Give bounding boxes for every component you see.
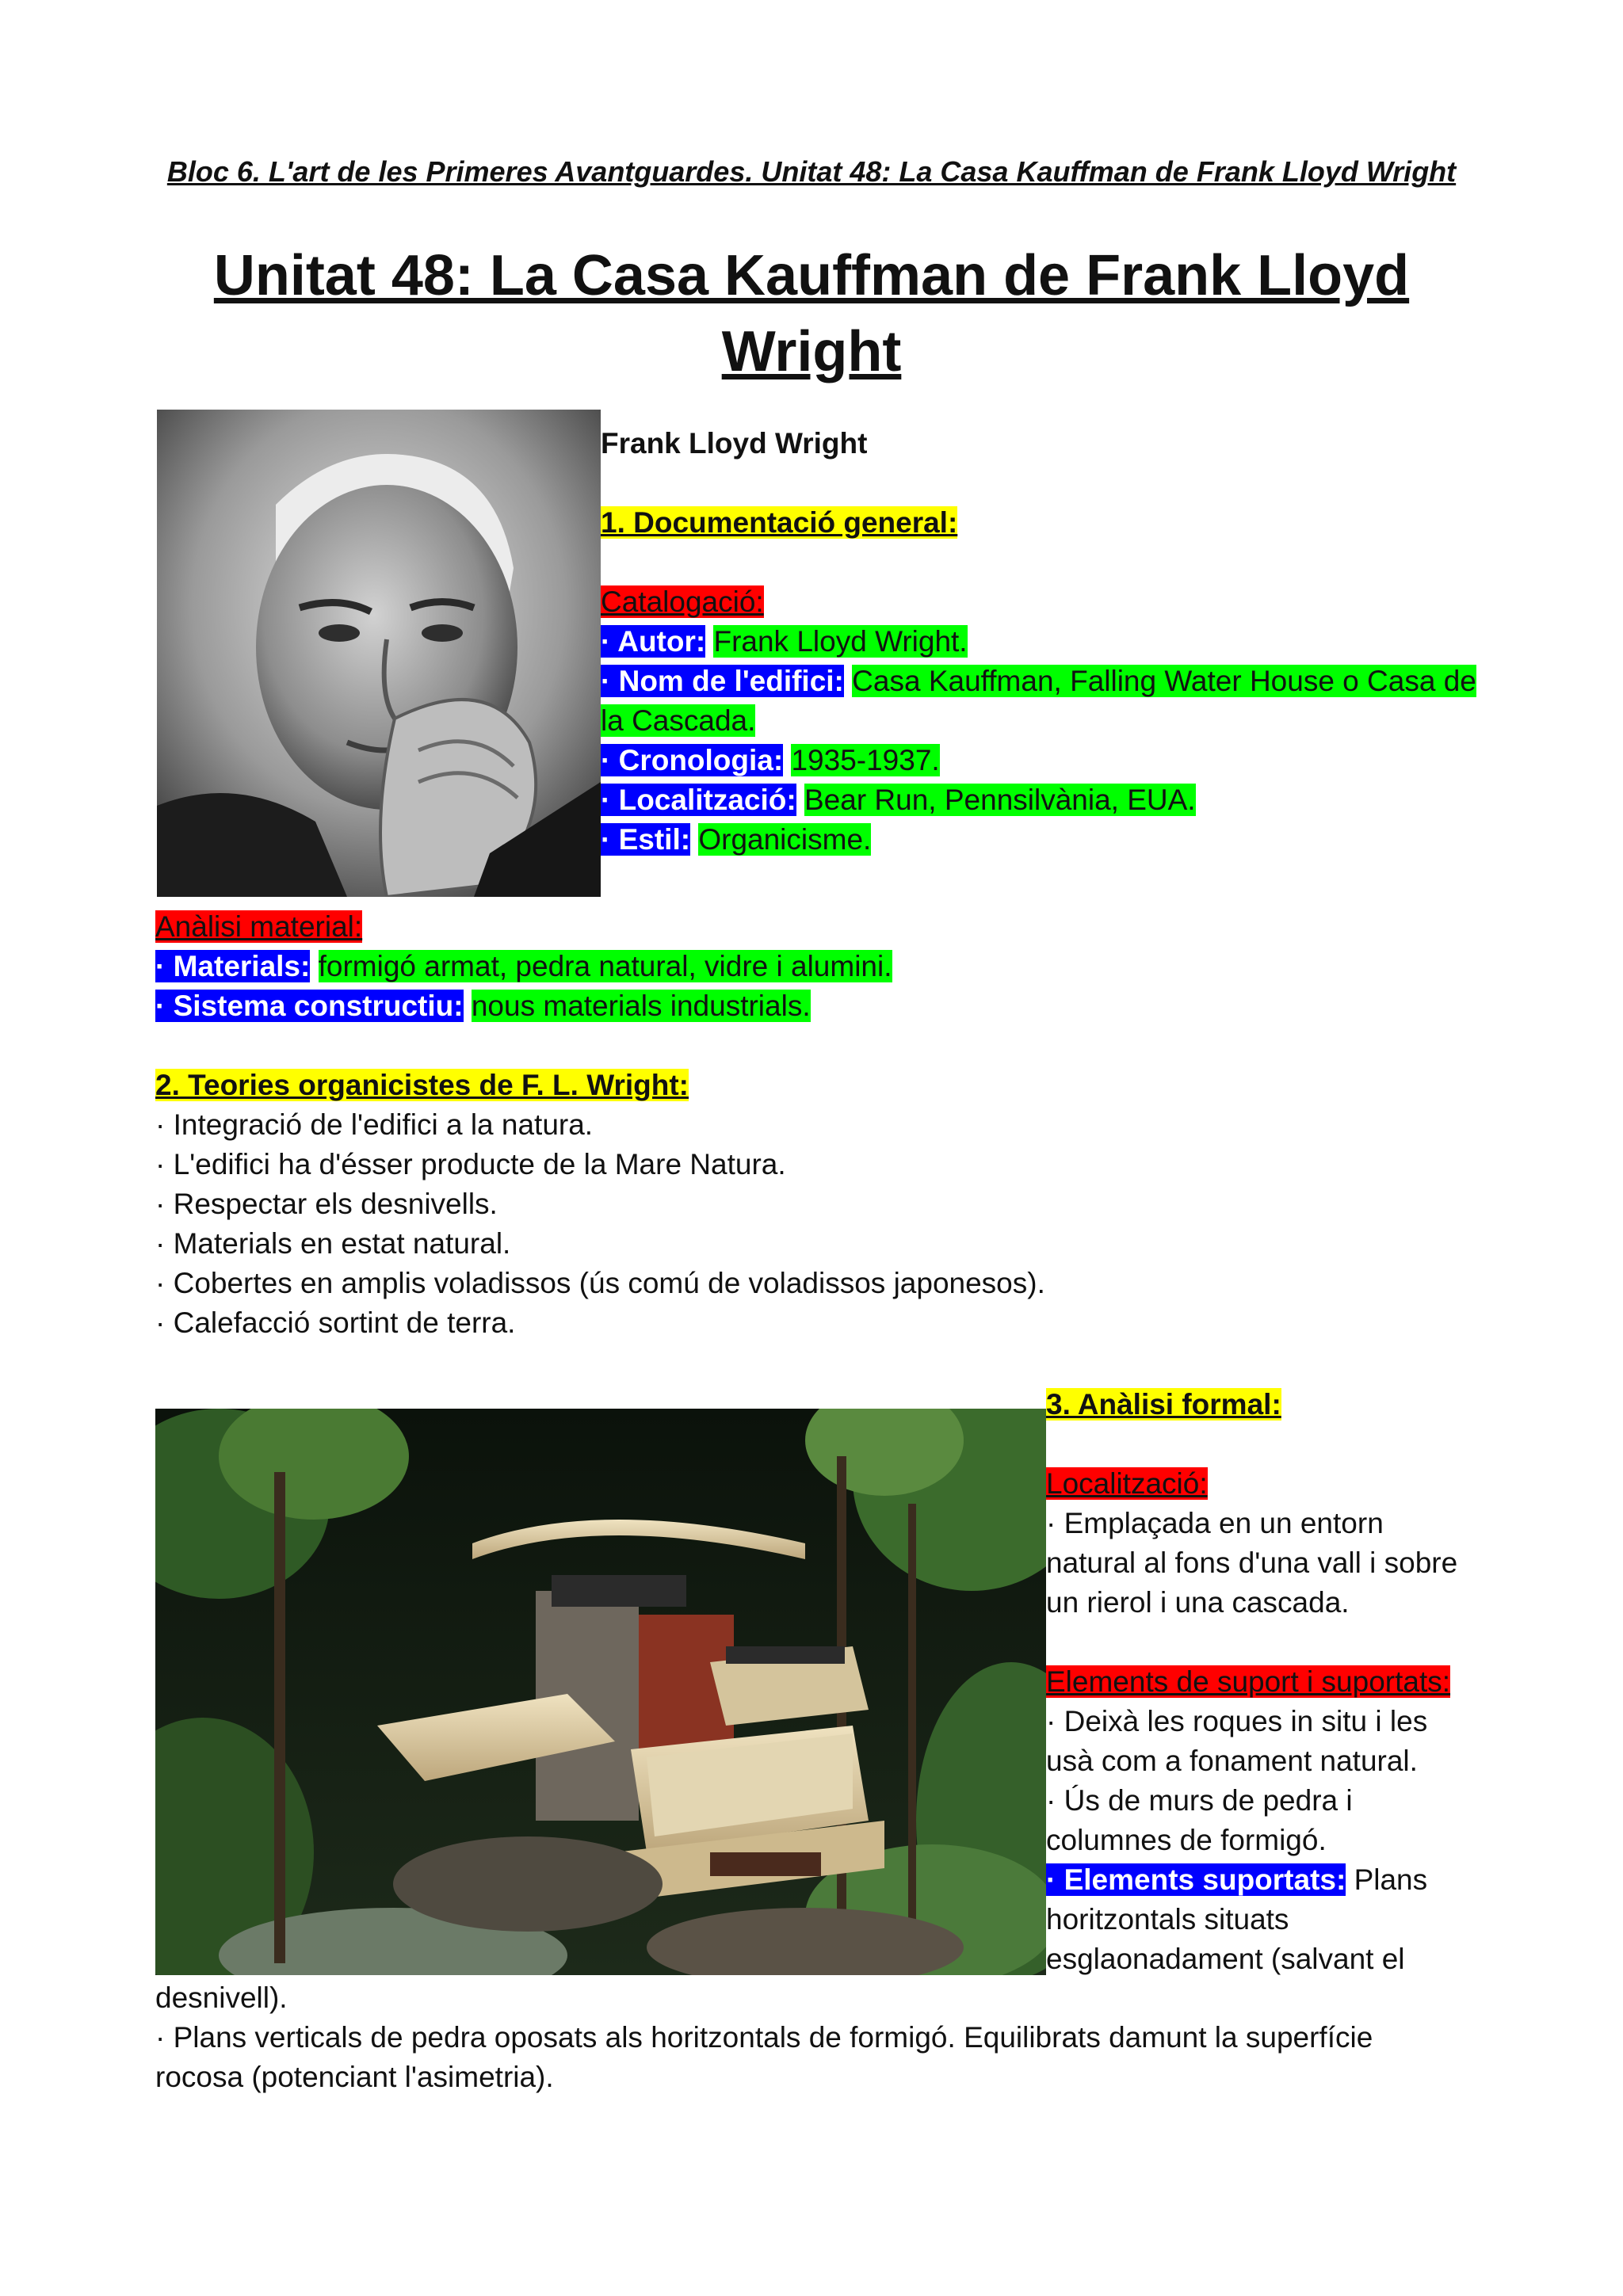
building-name-label: · Nom de l'edifici: — [601, 665, 844, 697]
catalog-heading: Catalogació: — [601, 585, 764, 618]
theories-block — [155, 1066, 1503, 1343]
list-item: · Calefacció sortint de terra. — [155, 1306, 516, 1339]
support-heading: Elements de suport i suportats: — [1046, 1665, 1451, 1698]
material-heading: Anàlisi material: — [155, 910, 363, 943]
author-label: · Autor: — [601, 625, 706, 658]
support-line: · Ús de murs de pedra i — [1046, 1784, 1353, 1817]
title-line-1: Unitat 48: La Casa Kauffman de Frank Lloyd — [213, 244, 1410, 307]
tail-line: · Plans verticals de pedra oposats als horitzontals de formigó. Equilibrats damunt la superfície — [155, 2021, 1373, 2054]
material-analysis-block — [155, 907, 1503, 1026]
portrait-photo — [157, 410, 601, 897]
style-value: Organicisme. — [698, 823, 872, 856]
list-item: · Integració de l'edifici a la natura. — [155, 1108, 594, 1141]
title-line-2: Wright — [721, 320, 902, 383]
location-heading: Localització: — [1046, 1467, 1208, 1500]
style-label: · Estil: — [601, 823, 691, 856]
supported-line: esglaonadament (salvant el — [1046, 1943, 1405, 1975]
header-line: Bloc 6. L'art de les Primeres Avantguardes. Unitat 48: La Casa Kauffman de Frank Lloyd Wright — [166, 155, 1457, 188]
location-value: Bear Run, Pennsilvània, EUA. — [804, 784, 1196, 816]
location-line: natural al fons d'una vall i sobre — [1046, 1547, 1458, 1579]
spacer — [1046, 1623, 1490, 1662]
materials-label: · Materials: — [155, 950, 311, 982]
building-name-value: Casa Kauffman, Falling Water House o Casa de — [852, 665, 1476, 697]
house-illustration — [155, 1409, 1046, 1975]
list-item: · Cobertes en amplis voladissos (ús comú de voladissos japonesos). — [155, 1267, 1045, 1299]
supported-elements-label: · Elements suportats: — [1046, 1863, 1346, 1896]
formal-analysis-block — [1046, 1385, 1490, 1979]
supported-line: horitzontals situats — [1046, 1903, 1289, 1936]
system-value: nous materials industrials. — [471, 990, 811, 1022]
section-1-heading: 1. Documentació general: — [601, 506, 958, 539]
documentation-block — [601, 424, 1480, 860]
portrait-caption: Frank Lloyd Wright — [601, 427, 868, 460]
page-title — [0, 238, 1623, 390]
support-line: usà com a fonament natural. — [1046, 1745, 1418, 1777]
chronology-value: 1935-1937. — [791, 744, 940, 776]
materials-value: formigó armat, pedra natural, vidre i alumini. — [318, 950, 892, 982]
list-item: · L'edifici ha d'ésser producte de la Mare Natura. — [155, 1148, 786, 1180]
spacer — [601, 543, 1480, 582]
section-3-heading: 3. Anàlisi formal: — [1046, 1388, 1281, 1421]
location-line: · Emplaçada en un entorn — [1046, 1507, 1384, 1539]
spacer — [1046, 1425, 1490, 1464]
system-label: · Sistema constructiu: — [155, 990, 464, 1022]
building-name-value-cont: la Cascada. — [601, 704, 756, 737]
author-value: Frank Lloyd Wright. — [713, 625, 968, 658]
chronology-label: · Cronologia: — [601, 744, 784, 776]
location-line: un rierol i una cascada. — [1046, 1586, 1350, 1619]
section-2-heading: 2. Teories organicistes de F. L. Wright: — [155, 1069, 689, 1101]
location-label: · Localització: — [601, 784, 796, 816]
support-line: columnes de formigó. — [1046, 1824, 1327, 1856]
support-line: · Deixà les roques in situ i les — [1046, 1705, 1428, 1737]
portrait-illustration — [157, 410, 601, 897]
list-item: · Materials en estat natural. — [155, 1227, 511, 1260]
tail-line: rocosa (potenciant l'asimetria). — [155, 2061, 554, 2093]
spacer — [601, 463, 1480, 503]
formal-analysis-continuation — [155, 1978, 1503, 2097]
supported-elements-value: Plans — [1354, 1863, 1428, 1896]
tail-line: desnivell). — [155, 1981, 288, 2014]
list-item: · Respectar els desnivells. — [155, 1188, 498, 1220]
fallingwater-photo — [155, 1409, 1046, 1975]
